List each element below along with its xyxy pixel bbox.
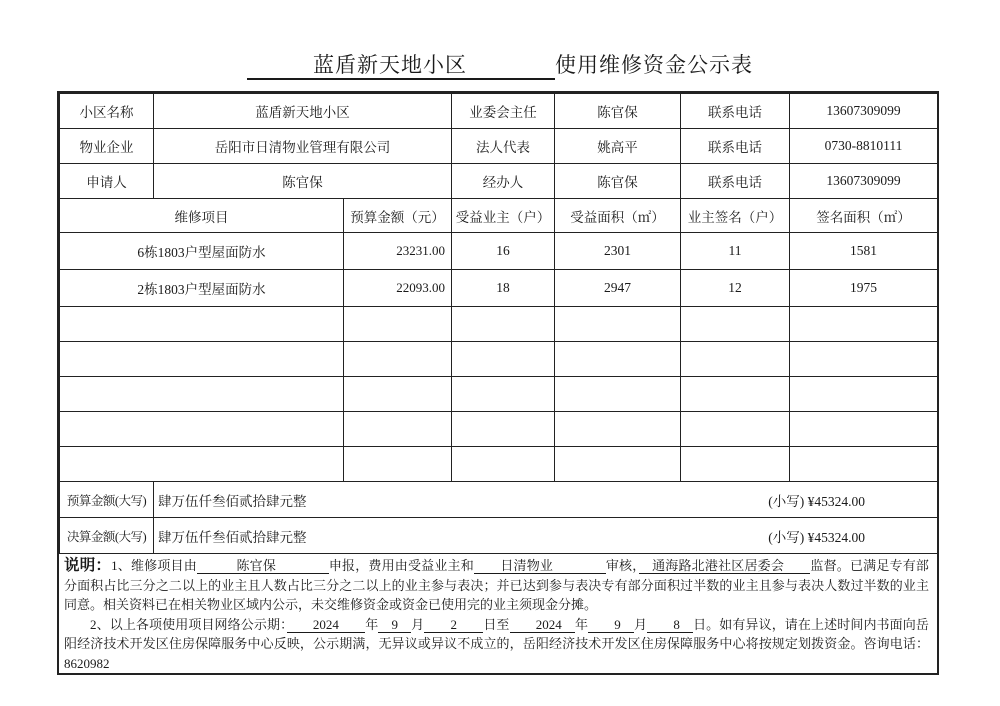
- community-info-table: [59, 93, 938, 199]
- col-header-signed-owners: 业主签名（户）: [681, 199, 790, 233]
- handler-value: 陈官保: [555, 164, 681, 199]
- phone-value: 13607309099: [790, 94, 938, 129]
- filled-blank: 9: [588, 616, 635, 632]
- budget-amount-words: 肆万伍仟叁佰贰拾肆元整: [158, 493, 307, 509]
- signed-area: 1975: [790, 270, 938, 307]
- benefit-owners: 18: [452, 270, 555, 307]
- budget-amount-numeric: (小写) ¥45324.00: [768, 493, 865, 509]
- static-text: 审核，: [605, 558, 639, 573]
- phone-value: 0730-8810111: [790, 129, 938, 164]
- filled-blank: 2024: [286, 616, 366, 632]
- empty-item-row: [60, 342, 938, 377]
- final-total-row: [60, 518, 938, 554]
- filled-blank: 9: [378, 616, 412, 632]
- filled-blank: 陈官保: [196, 558, 329, 573]
- repair-items-table: [59, 198, 938, 482]
- community-name-value: 蓝盾新天地小区: [154, 94, 452, 129]
- handler-label: 经办人: [452, 164, 555, 199]
- static-text: 2、以上各项使用项目网络公示期：: [90, 616, 287, 632]
- property-company-label: 物业企业: [60, 129, 154, 164]
- benefit-area: 2947: [555, 270, 681, 307]
- final-amount-words: 肆万伍仟叁佰贰拾肆元整: [158, 529, 307, 545]
- committee-director-label: 业委会主任: [452, 94, 555, 129]
- empty-item-row: [60, 307, 938, 342]
- col-header-benefit-owners: 受益业主（户）: [452, 199, 555, 233]
- static-text: 监督。已满足专有部分面积占比三分之二以上的业主且人数占比三分之二以上的业主参与表决；并已达到参与表决专有部分面积过半数的业主且参与表决人数过半数的业主同意。相关资料已在相关物业区域内公示，未交维修资金或资金已使用完的业主须现金分摊。: [64, 558, 929, 612]
- publicity-form: [57, 91, 939, 675]
- notes-heading: 说明：: [64, 557, 112, 574]
- phone-value: 13607309099: [790, 164, 938, 199]
- filled-blank: 蓝盾新天地小区: [247, 53, 555, 80]
- benefit-area: 2301: [555, 233, 681, 270]
- budget-amount: 23231.00: [344, 233, 452, 270]
- project-name: 2栋1803户型屋面防水: [60, 270, 344, 307]
- amount-summary-table: [59, 481, 938, 554]
- col-header-budget: 预算金额（元）: [344, 199, 452, 233]
- col-header-project: 维修项目: [60, 199, 344, 233]
- items-header-row: [60, 199, 938, 233]
- committee-director-value: 陈官保: [555, 94, 681, 129]
- applicant-label: 申请人: [60, 164, 154, 199]
- final-amount-numeric: (小写) ¥45324.00: [768, 529, 865, 545]
- filled-blank: 8: [647, 616, 694, 632]
- col-header-signed-area: 签名面积（㎡）: [790, 199, 938, 233]
- property-company-value: 岳阳市日清物业管理有限公司: [154, 129, 452, 164]
- static-text: 使用维修资金公示表: [555, 53, 753, 77]
- item-row: [60, 270, 938, 307]
- note-paragraph-2: [64, 615, 929, 674]
- signed-owners: 12: [681, 270, 790, 307]
- legal-rep-value: 姚高平: [555, 129, 681, 164]
- static-text: 日至: [483, 616, 510, 632]
- budget-words-label: 预算金额(大写): [60, 482, 154, 518]
- static-text: 日。如有异议，请在上述时间内书面向岳阳经济技术开发区住房保障服务中心反映，公示期满，无异议或异议不成立的，岳阳经济技术开发区住房保障服务中心将按规定划拨资金。咨询电话：8620982: [64, 616, 929, 671]
- legal-rep-label: 法人代表: [452, 129, 555, 164]
- filled-blank: 通海路北港社区居委会: [638, 558, 811, 573]
- empty-item-row: [60, 447, 938, 482]
- static-text: 月: [411, 616, 425, 632]
- static-text: 年: [365, 616, 379, 632]
- page-title: [0, 49, 1000, 79]
- note-paragraph-1: [64, 556, 929, 615]
- project-name: 6栋1803户型屋面防水: [60, 233, 344, 270]
- col-header-benefit-area: 受益面积（㎡）: [555, 199, 681, 233]
- item-row: [60, 233, 938, 270]
- community-name-label: 小区名称: [60, 94, 154, 129]
- signed-area: 1581: [790, 233, 938, 270]
- table-row: [60, 129, 938, 164]
- applicant-value: 陈官保: [154, 164, 452, 199]
- static-text: 年: [574, 616, 589, 632]
- phone-label: 联系电话: [681, 164, 790, 199]
- static-text: 申报，费用由受益业主和: [328, 558, 474, 573]
- filled-blank: 2: [424, 616, 484, 632]
- notes-section: [59, 553, 937, 673]
- table-row: [60, 164, 938, 199]
- benefit-owners: 16: [452, 233, 555, 270]
- filled-blank: 日清物业: [473, 558, 606, 573]
- signed-owners: 11: [681, 233, 790, 270]
- phone-label: 联系电话: [681, 94, 790, 129]
- static-text: 月: [634, 616, 648, 632]
- table-row: [60, 94, 938, 129]
- empty-item-row: [60, 412, 938, 447]
- budget-amount: 22093.00: [344, 270, 452, 307]
- final-words-label: 决算金额(大写): [60, 518, 154, 554]
- empty-item-row: [60, 377, 938, 412]
- budget-total-row: [60, 482, 938, 518]
- static-text: 1、维修项目由: [111, 558, 197, 573]
- phone-label: 联系电话: [681, 129, 790, 164]
- filled-blank: 2024: [509, 616, 575, 632]
